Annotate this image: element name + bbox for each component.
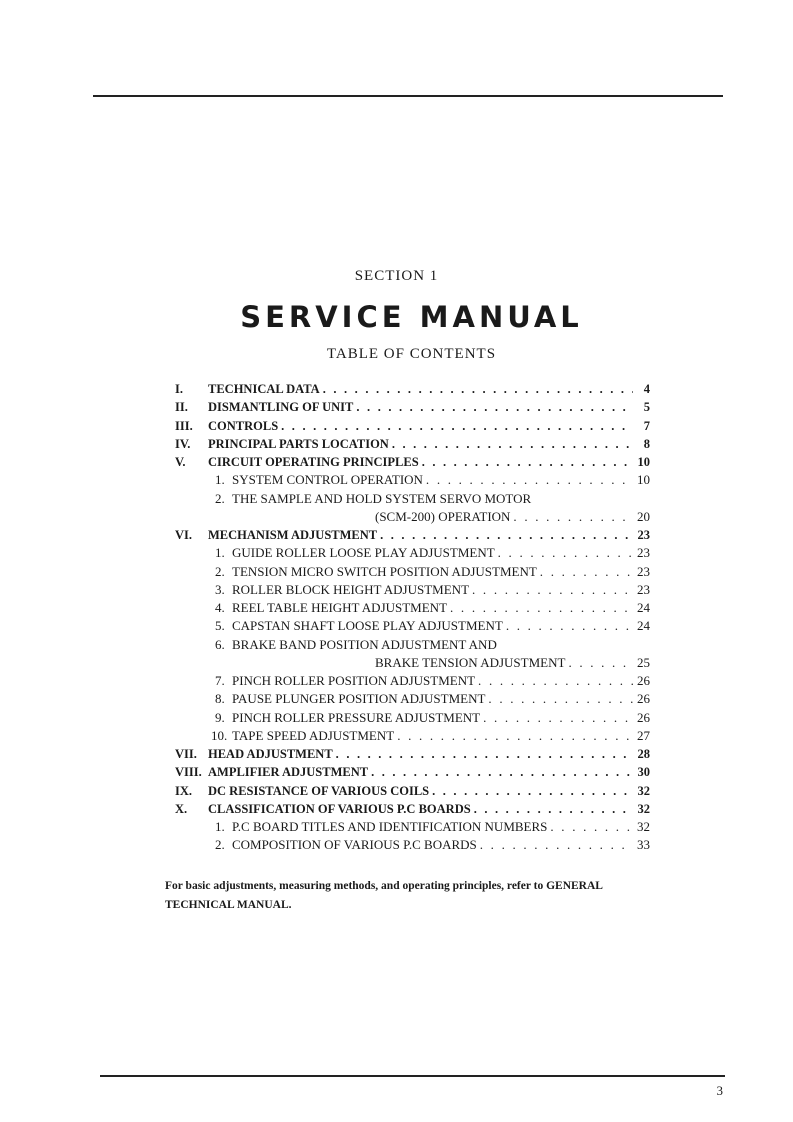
toc-leader-dots: [392, 435, 633, 453]
toc-entry: [175, 380, 650, 398]
toc-entry-number: 8.: [215, 691, 225, 707]
toc-entry: [175, 544, 650, 562]
toc-entry-title: DC RESISTANCE OF VARIOUS COILS: [208, 783, 430, 798]
toc-entry: [175, 398, 650, 416]
toc-entry-title: DISMANTLING OF UNIT: [208, 400, 354, 415]
toc-entry-page: 23: [637, 528, 650, 542]
toc-leader-dots: [426, 471, 633, 489]
toc-entry: [175, 709, 650, 727]
toc-entry-title: CONTROLS: [208, 418, 279, 433]
toc-entry: [175, 581, 650, 599]
toc-leader-dots: [336, 745, 633, 763]
toc-entry-page: 23: [637, 581, 650, 597]
toc-leader-dots: [380, 526, 633, 544]
toc-entry-page: 23: [637, 563, 650, 579]
toc-entry: [175, 435, 650, 453]
toc-entry-number: 1.: [215, 472, 225, 488]
toc-entry-number: 9.: [215, 709, 225, 725]
toc-entry-title: P.C BOARD TITLES AND IDENTIFICATION NUMBERS: [232, 819, 548, 834]
toc-leader-dots: [472, 581, 633, 599]
toc-entry: [175, 727, 650, 745]
toc-entry-number: I.: [175, 382, 183, 396]
toc-entry-page: 10: [637, 455, 650, 469]
toc-leader-dots: [488, 690, 633, 708]
toc-entry-page: 25: [637, 654, 650, 670]
toc-entry-number: 5.: [215, 618, 225, 634]
toc-entry-title: BRAKE BAND POSITION ADJUSTMENT AND: [232, 636, 497, 652]
toc-entry-title: AMPLIFIER ADJUSTMENT: [208, 765, 369, 780]
toc-entry: [175, 417, 650, 435]
toc-leader-dots: [550, 818, 633, 836]
toc-entry-page: 26: [637, 709, 650, 725]
toc-entry-number: VI.: [175, 528, 193, 542]
toc-entry: [175, 526, 650, 544]
toc-entry-page: 32: [637, 783, 650, 798]
toc-entry-title: TENSION MICRO SWITCH POSITION ADJUSTMENT: [232, 563, 537, 579]
toc-leader-dots: [540, 563, 633, 581]
toc-entry-number: 1.: [215, 819, 225, 834]
toc-entry-title: CIRCUIT OPERATING PRINCIPLES: [208, 455, 419, 469]
toc-entry: [175, 471, 650, 489]
toc-entry-title: TECHNICAL DATA: [208, 382, 320, 396]
toc-entry: [175, 508, 650, 526]
toc-entry-number: II.: [175, 400, 188, 415]
toc-entry: [175, 599, 650, 617]
toc-entry-title: GUIDE ROLLER LOOSE PLAY ADJUSTMENT: [232, 545, 495, 561]
toc-entry-title: ROLLER BLOCK HEIGHT ADJUSTMENT: [232, 581, 470, 597]
toc-entry-page: 32: [637, 819, 650, 834]
toc-entry: [175, 763, 650, 781]
toc-entry-page: 26: [637, 691, 650, 707]
toc-entry-title: CAPSTAN SHAFT LOOSE PLAY ADJUSTMENT: [232, 618, 503, 634]
toc-entry-title: PINCH ROLLER POSITION ADJUSTMENT: [232, 673, 476, 688]
toc-entry-title: THE SAMPLE AND HOLD SYSTEM SERVO MOTOR: [232, 490, 532, 506]
toc-heading: TABLE OF CONTENTS: [326, 346, 497, 362]
toc-entry-title: HEAD ADJUSTMENT: [208, 747, 333, 761]
toc-entry-title: (SCM-200) OPERATION: [375, 508, 511, 524]
toc-entry-page: 24: [637, 618, 650, 634]
toc-entry-number: VIII.: [175, 765, 202, 780]
toc-entry-title: MECHANISM ADJUSTMENT: [208, 528, 378, 542]
toc-entry-number: 4.: [215, 600, 225, 615]
toc-entry: [175, 690, 650, 708]
toc-entry: [175, 672, 650, 690]
toc-entry-number: 2.: [215, 563, 225, 579]
toc-entry-page: 8: [643, 436, 650, 451]
toc-entry-page: 33: [637, 837, 650, 853]
page-number: 3: [716, 1083, 723, 1098]
toc-entry-title: BRAKE TENSION ADJUSTMENT: [375, 654, 566, 670]
toc-entry-number: IV.: [175, 436, 191, 451]
toc-entry-title: SYSTEM CONTROL OPERATION: [232, 472, 423, 488]
toc-entry-page: 26: [637, 673, 650, 688]
bottom-rule: [100, 1075, 725, 1077]
toc-leader-dots: [371, 763, 633, 781]
toc-entry: [175, 818, 650, 836]
toc-entry-page: 27: [637, 727, 650, 743]
toc-leader-dots: [506, 617, 633, 635]
toc-leader-dots: [422, 453, 633, 471]
toc-entry-title: PRINCIPAL PARTS LOCATION: [208, 436, 389, 451]
toc-leader-dots: [568, 654, 633, 672]
toc-entry-page: 24: [637, 600, 650, 615]
toc-entry-number: 6.: [215, 636, 225, 652]
toc-leader-dots: [323, 380, 633, 398]
top-rule: [93, 95, 723, 97]
toc-entry-title: PINCH ROLLER PRESSURE ADJUSTMENT: [232, 709, 481, 725]
toc-leader-dots: [356, 398, 633, 416]
footnote: For basic adjustments, measuring methods, and operating principles, refer to GENERAL TECHNICAL MANUAL.: [165, 880, 603, 911]
toc-leader-dots: [450, 599, 633, 617]
toc-entry: [175, 453, 650, 471]
toc-entry-title: CLASSIFICATION OF VARIOUS P.C BOARDS: [208, 801, 471, 816]
section-label: SECTION 1: [354, 268, 439, 284]
toc-entry: [175, 636, 650, 654]
toc-entry: [175, 800, 650, 818]
toc-entry-title: PAUSE PLUNGER POSITION ADJUSTMENT: [232, 691, 486, 707]
toc-entry-number: III.: [175, 418, 193, 433]
toc-entry-page: 32: [637, 801, 650, 816]
toc-entry-number: X.: [175, 801, 188, 816]
toc-entry-page: 5: [643, 400, 650, 415]
toc-entry-number: 3.: [215, 581, 225, 597]
toc-entry: [175, 617, 650, 635]
toc-entry-number: 10.: [211, 727, 228, 743]
toc-entry: [175, 490, 650, 508]
toc-entry-number: V.: [175, 455, 186, 469]
toc-entry-title: TAPE SPEED ADJUSTMENT: [232, 727, 395, 743]
toc-leader-dots: [478, 672, 633, 690]
toc-entry-number: 7.: [215, 673, 225, 688]
page-title: SERVICE MANUAL: [240, 300, 583, 334]
toc-entry-page: 7: [643, 418, 650, 433]
toc-leader-dots: [483, 709, 633, 727]
toc-entry-page: 4: [643, 382, 650, 396]
toc-entry-number: 2.: [215, 837, 225, 853]
toc-leader-dots: [498, 544, 633, 562]
toc-entry-number: 2.: [215, 490, 225, 506]
toc-entry: [175, 563, 650, 581]
toc-entry: [175, 782, 650, 800]
toc-entry-number: IX.: [175, 783, 193, 798]
toc-entry: [175, 836, 650, 854]
toc-entry-page: 23: [637, 545, 650, 561]
toc-entry-page: 10: [637, 472, 650, 488]
toc-entry-number: VII.: [175, 747, 197, 761]
toc-leader-dots: [281, 417, 633, 435]
toc-entry-page: 20: [637, 508, 650, 524]
toc-leader-dots: [480, 836, 633, 854]
table-of-contents: [175, 380, 650, 855]
toc-entry: [175, 654, 650, 672]
toc-entry-page: 30: [637, 765, 650, 780]
toc-leader-dots: [474, 800, 633, 818]
toc-entry-number: 1.: [215, 545, 225, 561]
toc-entry-title: COMPOSITION OF VARIOUS P.C BOARDS: [232, 837, 477, 853]
toc-entry-title: REEL TABLE HEIGHT ADJUSTMENT: [232, 600, 448, 615]
toc-entry-page: 28: [637, 747, 650, 761]
toc-entry: [175, 745, 650, 763]
toc-leader-dots: [397, 727, 633, 745]
toc-leader-dots: [513, 508, 633, 526]
toc-leader-dots: [432, 782, 633, 800]
